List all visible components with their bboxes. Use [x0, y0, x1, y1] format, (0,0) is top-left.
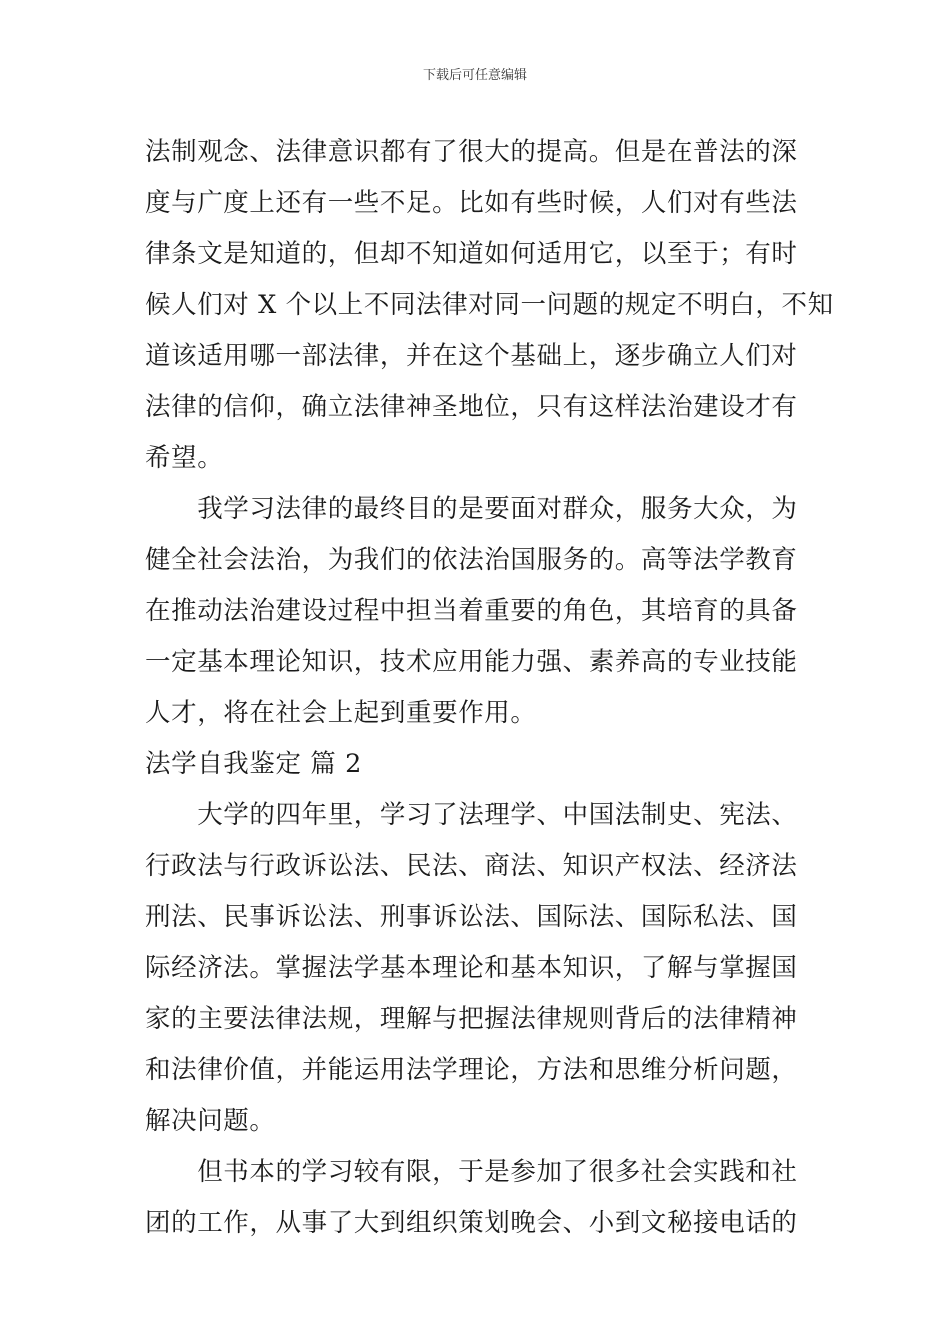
- paragraph-start-line: 但书本的学习较有限，于是参加了很多社会实践和社: [145, 1157, 798, 1187]
- page-header: 下载后可任意编辑: [422, 68, 527, 83]
- document-body: [145, 127, 834, 1249]
- text-line: 行政法与行政诉讼法、民法、商法、知识产权法、经济法: [145, 851, 798, 881]
- text-line: 家的主要法律法规，理解与把握法律规则背后的法律精神: [145, 1004, 798, 1034]
- section-heading: 法学自我鉴定 篇 2: [145, 749, 362, 779]
- paragraph-start-line: 我学习法律的最终目的是要面对群众，服务大众，为: [145, 494, 798, 524]
- text-line: 和法律价值，并能运用法学理论，方法和思维分析问题，: [145, 1055, 798, 1085]
- text-line: 健全社会法治，为我们的依法治国服务的。高等法学教育: [145, 545, 798, 575]
- text-line: 人才，将在社会上起到重要作用。: [145, 698, 537, 728]
- paragraph-start-line: 大学的四年里，学习了法理学、中国法制史、宪法、: [145, 800, 798, 830]
- text-line: 法制观念、法律意识都有了很大的提高。但是在普法的深: [145, 137, 798, 167]
- text-line: 法律的信仰，确立法律神圣地位，只有这样法治建设才有: [145, 392, 798, 422]
- text-line: 际经济法。掌握法学基本理论和基本知识，了解与掌握国: [145, 953, 798, 983]
- text-line: 解决问题。: [145, 1106, 276, 1136]
- text-line: 候人们对 X 个以上不同法律对同一问题的规定不明白，不知: [145, 290, 834, 320]
- text-line: 度与广度上还有一些不足。比如有些时候，人们对有些法: [145, 188, 798, 218]
- text-line: 道该适用哪一部法律，并在这个基础上，逐步确立人们对: [145, 341, 798, 371]
- text-line: 律条文是知道的，但却不知道如何适用它，以至于；有时: [145, 239, 798, 269]
- text-line: 团的工作，从事了大到组织策划晚会、小到文秘接电话的: [145, 1208, 798, 1238]
- text-line: 一定基本理论知识，技术应用能力强、素养高的专业技能: [145, 647, 798, 677]
- text-line: 刑法、民事诉讼法、刑事诉讼法、国际法、国际私法、国: [145, 902, 798, 932]
- text-line: 在推动法治建设过程中担当着重要的角色，其培育的具备: [145, 596, 798, 626]
- text-line: 希望。: [145, 443, 224, 473]
